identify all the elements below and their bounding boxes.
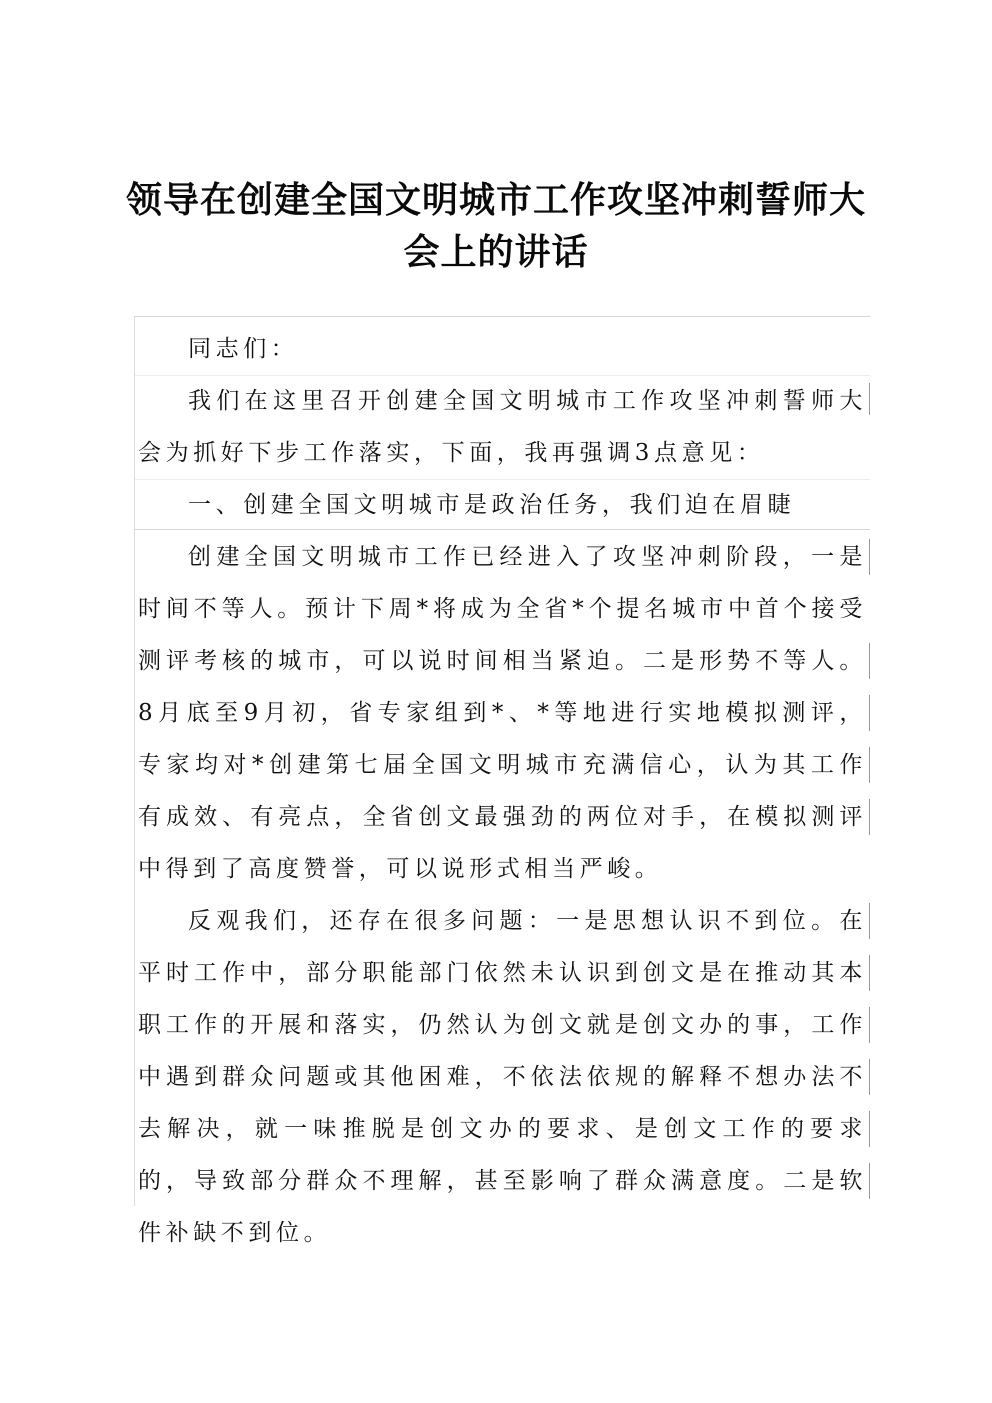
margin-rule	[869, 383, 870, 415]
margin-rule	[869, 1007, 870, 1043]
salutation: 同志们：	[188, 336, 299, 362]
paragraph-problems: 反观我们，还存在很多问题：一是思想认识不到位。在平时工作中，部分职能部门依然未认识到创文是在推动其本职工作的开展和落实，仍然认为创文就是创文办的事，工作中遇到群众问题或其他困难，不依法依规的解释不想办法不去解决，就一味推脱是创文办的要求、是创文工作的要求的，导致部分群众不理解，甚至影响了群众满意度。二是软件补缺不到位。	[138, 908, 867, 1246]
margin-rule	[869, 1163, 870, 1199]
margin-rule	[869, 1059, 870, 1095]
margin-rule	[869, 799, 870, 835]
document-title: 领导在创建全国文明城市工作攻坚冲刺誓师大会上的讲话	[125, 180, 866, 273]
section-heading-1: 一、创建全国文明城市是政治任务，我们迫在眉睫	[188, 492, 796, 518]
margin-rule	[869, 955, 870, 991]
margin-rule	[869, 539, 870, 575]
paragraph-situation: 创建全国文明城市工作已经进入了攻坚冲刺阶段，一是时间不等人。预计下周*将成为全省*个提名城市中首个接受测评考核的城市，可以说时间相当紧迫。二是形势不等人。8月底至9月初，省专家组到*、*等地进行实地模拟测评，专家均对*创建第七届全国文明城市充满信心，认为其工作有成效、有亮点，全省创文最强劲的两位对手，在模拟测评中得到了高度赞誉，可以说形式相当严峻。	[138, 544, 867, 882]
margin-rule	[869, 1111, 870, 1147]
document-body	[134, 316, 870, 1246]
margin-rule	[869, 643, 870, 679]
margin-rule	[869, 903, 870, 939]
margin-rule	[869, 747, 870, 783]
paragraph-intro: 我们在这里召开创建全国文明城市工作攻坚冲刺誓师大会为抓好下步工作落实，下面，我再强调3点意见：	[138, 388, 867, 466]
row-divider	[135, 529, 870, 530]
margin-rule	[869, 695, 870, 731]
